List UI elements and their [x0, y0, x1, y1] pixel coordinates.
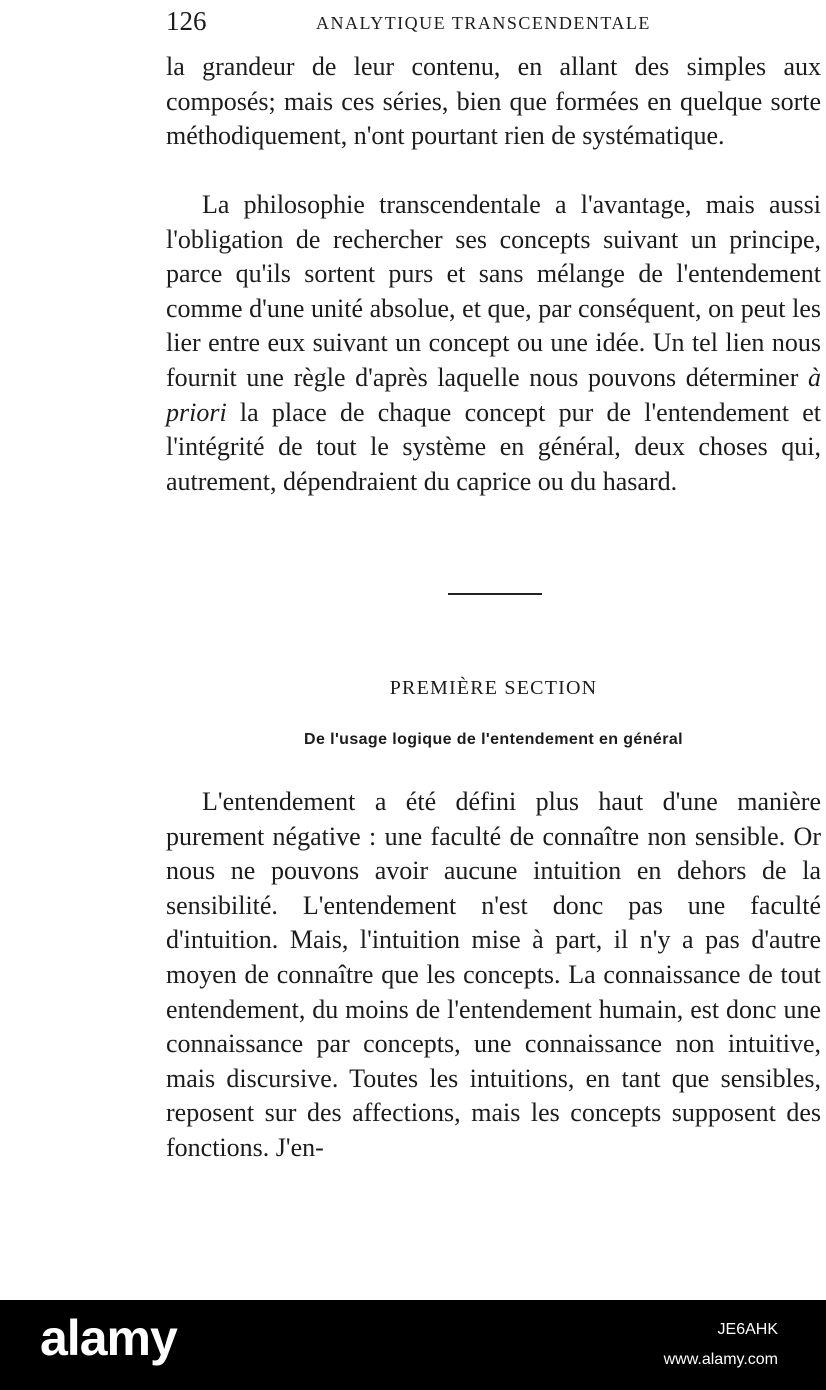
paragraph-section-body-text: L'entendement a été défini plus haut d'une manière purement négative : une faculté de connaître non sensible. Or nous ne pouvons avoir aucune intuition en dehors de la sensibilité. L'entendement n'est donc pas une faculté d'intuition. Mais, l'intuition mise à part, il n'y a pas d'autre moyen de connaître que les concepts. La connaissance de tout entendement, du moins de l'entendement humain, est donc une connaissance par concepts, une connaissance non intuitive, mais discursive. Toutes les intuitions, en tant que sensibles, reposent sur des affections, mais les concepts supposent des fonctions. J'en- — [166, 787, 821, 1162]
paragraph-philosophy-text — [166, 188, 821, 499]
italic-a-priori: à priori — [166, 362, 821, 427]
watermark-footer-bar — [0, 1300, 826, 1390]
watermark-image-id: JE6AHK — [717, 1321, 778, 1338]
section-divider — [448, 593, 542, 595]
running-head — [166, 6, 821, 40]
watermark-logo: alamy — [40, 1310, 177, 1366]
paragraph-philosophy-end: la place de chaque concept pur de l'entendement et l'intégrité de tout le système en général, deux choses qui, autrement, dépendraient du caprice ou du hasard. — [166, 397, 821, 496]
paragraph-section-body — [166, 785, 821, 1166]
page-number: 126 — [166, 6, 207, 36]
paragraph-continuation-text: la grandeur de leur contenu, en allant des simples aux composés; mais ces séries, bien que formées en quelque sorte méthodiquement, n'ont pourtant rien de systématique. — [166, 52, 821, 151]
watermark-url: www.alamy.com — [663, 1351, 778, 1368]
section-subtitle: De l'usage logique de l'entendement en général — [304, 731, 683, 748]
paragraph-philosophy-start: La philosophie transcendentale a l'avantage, mais aussi l'obligation de rechercher ses concepts suivant un principe, parce qu'ils sortent purs et sans mélange de l'entendement comme d'une unité absolue, et que, par conséquent, on peut les lier entre eux suivant un concept ou une idée. Un tel lien nous fournit une règle d'après laquelle nous pouvons déterminer — [166, 190, 821, 392]
paragraph-philosophy — [166, 188, 821, 499]
paragraph-continuation — [166, 50, 821, 154]
running-title: ANALYTIQUE TRANSCENDENTALE — [316, 13, 651, 33]
section-title: PREMIÈRE SECTION — [389, 677, 598, 699]
